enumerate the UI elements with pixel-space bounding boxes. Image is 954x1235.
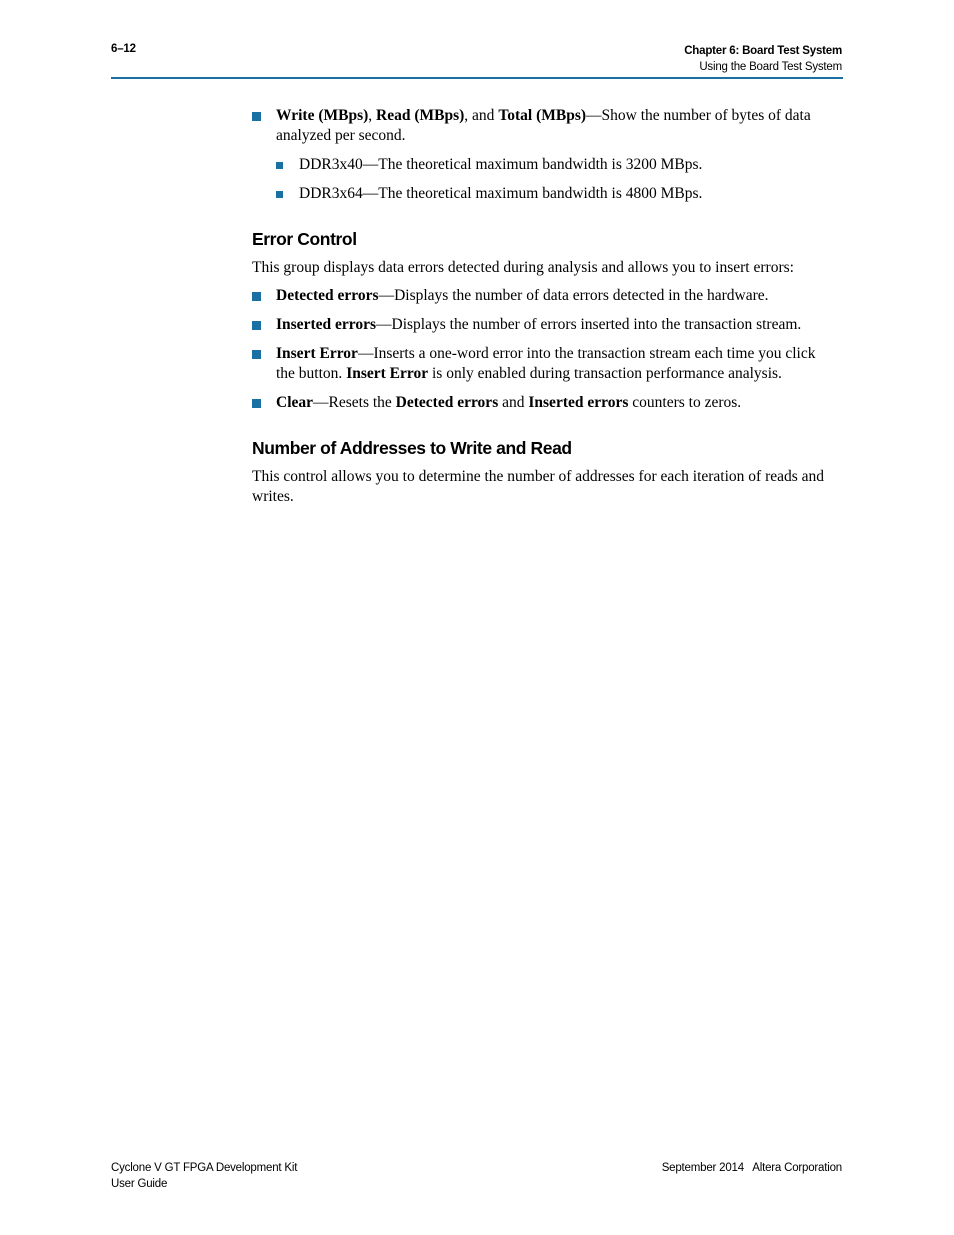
text: DDR3x64—The theoretical maximum bandwidth is 4800 MBps. (299, 185, 703, 202)
footer-date-company: September 2014 Altera Corporation (661, 1162, 842, 1174)
term: Insert Error (276, 345, 358, 362)
text: —Displays the number of data errors detected in the hardware. (378, 287, 769, 304)
error-control-list (252, 286, 838, 413)
intro-list (252, 106, 838, 204)
term: Detected errors (276, 287, 379, 304)
page-number: 6–12 (111, 43, 136, 55)
text: counters to zeros. (628, 394, 742, 411)
list-item (252, 286, 838, 306)
text: DDR3x40—The theoretical maximum bandwidth is 3200 MBps. (299, 156, 703, 173)
text: , (368, 107, 377, 124)
sub-list-item (276, 184, 838, 204)
sub-list-item (276, 155, 838, 175)
footer-line: User Guide (111, 1178, 168, 1190)
text: is only enabled during transaction performance analysis. (428, 365, 782, 382)
chapter-title: Chapter 6: Board Test System (684, 45, 842, 57)
heading-error-control: Error Control (252, 229, 357, 249)
term: Clear (276, 394, 314, 411)
text: —Inserts a one-word error into the transaction stream each time you click the button. (276, 345, 816, 382)
text: —Resets the (313, 394, 396, 411)
running-header (684, 43, 842, 75)
list-item (252, 315, 838, 335)
term: Insert Error (346, 365, 429, 382)
term-total: Total (MBps) (498, 107, 587, 124)
text: , and (464, 107, 499, 124)
list-item (252, 393, 838, 413)
square-bullet-icon (252, 399, 261, 408)
addresses-body: This control allows you to determine the number of addresses for each iteration of reads and writes. (252, 468, 825, 505)
text: —Displays the number of errors inserted into the transaction stream. (376, 316, 802, 333)
term-write: Write (MBps) (276, 107, 369, 124)
square-bullet-icon (276, 191, 283, 198)
square-bullet-icon (276, 162, 283, 169)
term: Inserted errors (276, 316, 377, 333)
footer-doc-title (111, 1160, 297, 1192)
square-bullet-icon (252, 112, 261, 121)
footer-line: Cyclone V GT FPGA Development Kit (111, 1162, 298, 1174)
heading-addresses: Number of Addresses to Write and Read (252, 438, 572, 458)
square-bullet-icon (252, 321, 261, 330)
header-rule (111, 77, 843, 79)
term-read: Read (MBps) (376, 107, 465, 124)
page-content (252, 106, 838, 515)
section-title: Using the Board Test System (699, 61, 842, 73)
error-control-intro: This group displays data errors detected during analysis and allows you to insert errors: (252, 259, 794, 276)
square-bullet-icon (252, 292, 261, 301)
text: and (498, 394, 529, 411)
list-item (252, 106, 838, 204)
list-item (252, 344, 838, 384)
bandwidth-sublist (276, 155, 838, 204)
term: Inserted errors (528, 394, 629, 411)
square-bullet-icon (252, 350, 261, 359)
term: Detected errors (395, 394, 499, 411)
text: —Show the number of bytes of data analyzed per second. (276, 107, 811, 144)
